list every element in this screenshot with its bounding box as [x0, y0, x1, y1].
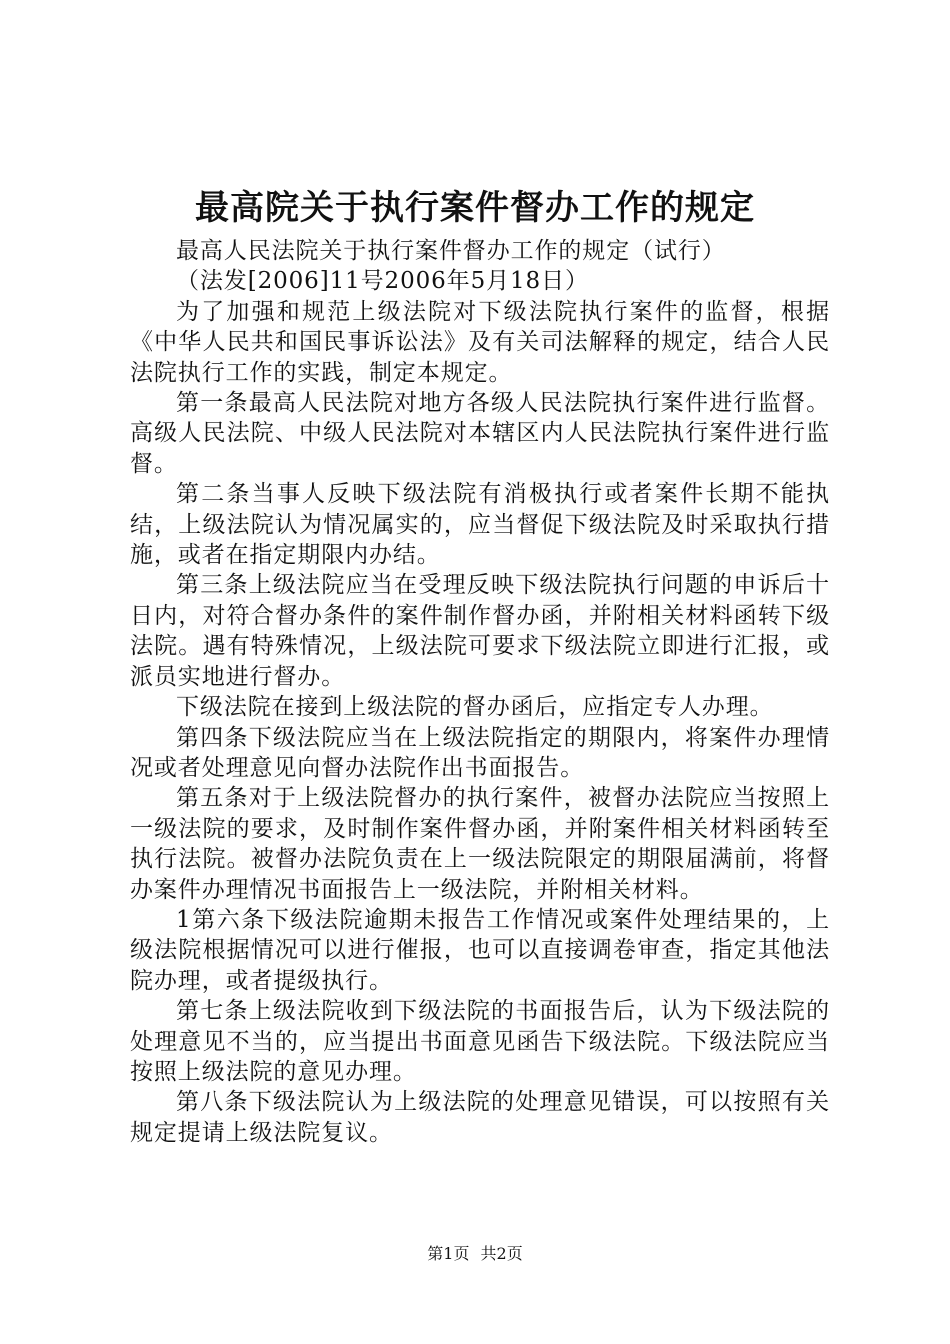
article-3-continued: 下级法院在接到上级法院的督办函后，应指定专人办理。 — [176, 694, 774, 721]
preamble-paragraph: 为了加强和规范上级法院对下级法院执行案件的监督，根据《中华人民共和国民事诉讼法》及有关司法解释的规定，结合人民法院执行工作的实践，制定本规定。 — [130, 298, 830, 386]
subtitle: 最高人民法院关于执行案件督办工作的规定（试行） — [176, 238, 726, 264]
article-3: 第三条上级法院应当在受理反映下级法院执行问题的申诉后十日内，对符合督办条件的案件制作督办函，并附相关材料函转下级法院。遇有特殊情况，上级法院可要求下级法院立即进行汇报，或派员实地进行督办。 — [130, 572, 830, 690]
article-6: 1第六条下级法院逾期未报告工作情况或案件处理结果的，上级法院根据情况可以进行催报，也可以直接调卷审查，指定其他法院办理，或者提级执行。 — [130, 906, 830, 994]
page-number: 第1页 — [427, 1244, 470, 1263]
page-total: 共2页 — [480, 1244, 523, 1263]
article-2: 第二条当事人反映下级法院有消极执行或者案件长期不能执结，上级法院认为情况属实的，应当督促下级法院及时采取执行措施，或者在指定期限内办结。 — [130, 481, 830, 569]
page-footer — [0, 1243, 950, 1265]
document-reference: （法发[2006]11号2006年5月18日） — [176, 268, 589, 295]
document-body — [130, 236, 830, 1148]
article-5: 第五条对于上级法院督办的执行案件，被督办法院应当按照上一级法院的要求，及时制作案件督办函，并附案件相关材料函转至执行法院。被督办法院负责在上一级法院限定的期限届满前，将督办案件办理情况书面报告上一级法院，并附相关材料。 — [130, 785, 830, 903]
article-4: 第四条下级法院应当在上级法院指定的期限内，将案件办理情况或者处理意见向督办法院作出书面报告。 — [130, 724, 830, 781]
article-1: 第一条最高人民法院对地方各级人民法院执行案件进行监督。高级人民法院、中级人民法院对本辖区内人民法院执行案件进行监督。 — [130, 390, 830, 477]
document-title: 最高院关于执行案件督办工作的规定 — [195, 188, 755, 228]
article-8: 第八条下级法院认为上级法院的处理意见错误，可以按照有关规定提请上级法院复议。 — [130, 1089, 830, 1146]
article-7: 第七条上级法院收到下级法院的书面报告后，认为下级法院的处理意见不当的，应当提出书面意见函告下级法院。下级法院应当按照上级法院的意见办理。 — [130, 998, 830, 1085]
